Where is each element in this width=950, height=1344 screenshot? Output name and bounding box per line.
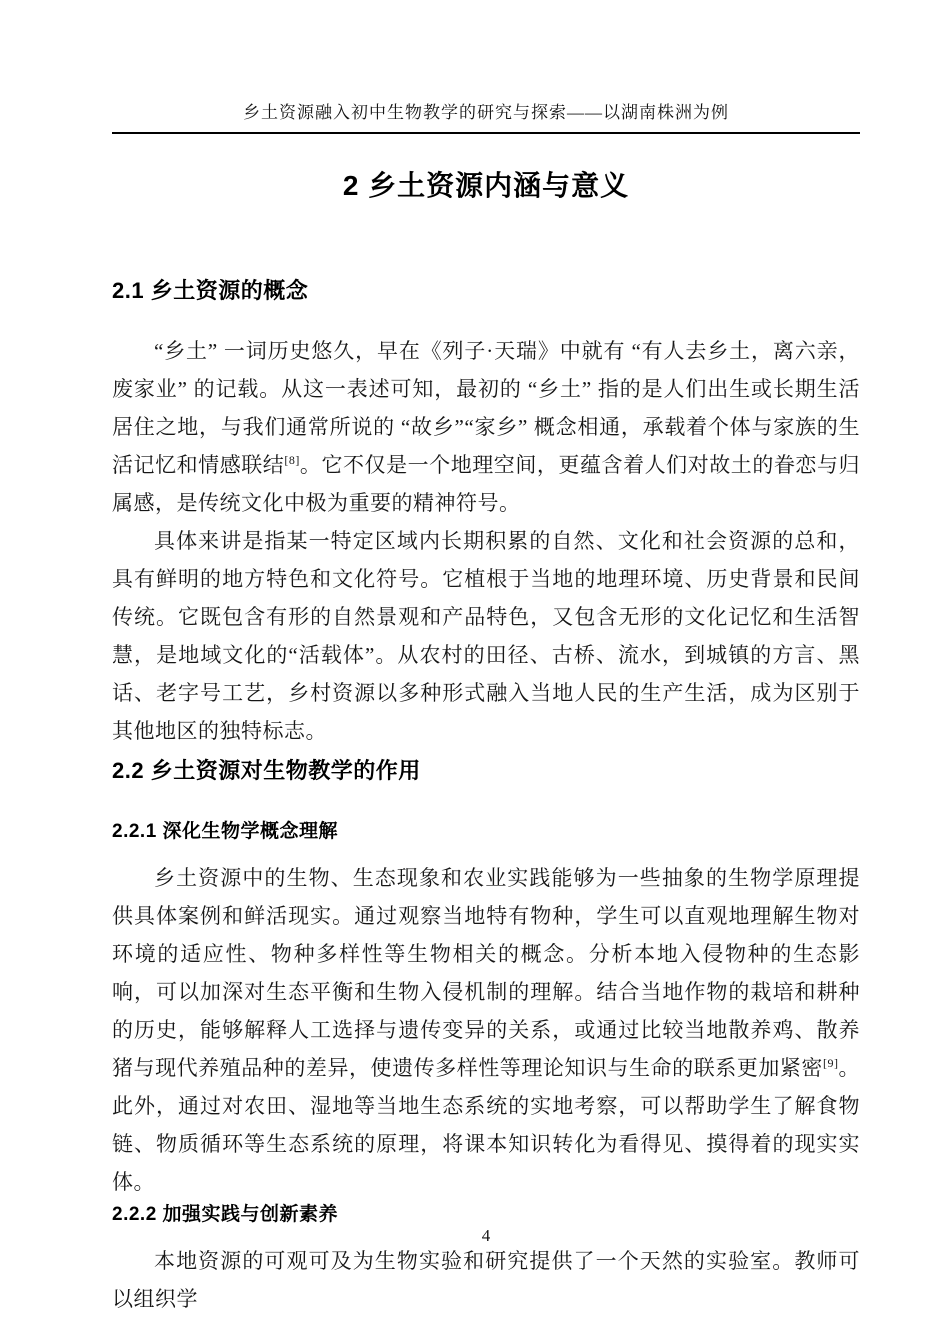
page-number: 4 (481, 1226, 491, 1245)
citation-ref: [9] (822, 1056, 839, 1070)
section-heading: 2.1 乡土资源的概念 (112, 278, 309, 303)
subsection-heading: 2.2.2 加强实践与创新素养 (112, 1204, 339, 1225)
document-body (112, 276, 860, 1318)
running-header: 乡土资源融入初中生物教学的研究与探索——以湖南株洲为例 (112, 102, 860, 134)
paragraph: 乡土资源中的生物、生态现象和农业实践能够为一些抽象的生物学原理提供具体案例和鲜活现实。通过观察当地特有物种，学生可以直观地理解生物对环境的适应性、物种多样性等生物相关的概念。分析本地入侵物种的生态影响，可以加深对生态平衡和生物入侵机制的理解。结合当地作物的栽培和耕种的历史，能够解释人工选择与遗传变异的关系，或通过比较当地散养鸡、散养猪与现代养殖品种的差异，使遗传多样性等理论知识与生命的联系更加紧密[9]。此外，通过对农田、湿地等当地生态系统的实地考察，可以帮助学生了解食物链、物质循环等生态系统的原理，将课本知识转化为看得见、摸得着的现实实体。 (112, 866, 860, 1194)
paragraph: “乡土” 一词历史悠久，早在《列子·天瑞》中就有 “有人去乡土，离六亲，废家业” 的记载。从这一表述可知，最初的 “乡土” 指的是人们出生或长期生活居住之地，与我们通常所说的 “故乡”“家乡” 概念相通，承载着个体与家族的生活记忆和情感联结[8]。它不仅是一个地理空间，更蕴含着人们对故土的眷恋与归属感，是传统文化中极为重要的精神符号。 (112, 339, 861, 515)
citation-ref: [8] (284, 453, 300, 467)
paragraph: 具体来讲是指某一特定区域内长期积累的自然、文化和社会资源的总和，具有鲜明的地方特色和文化符号。它植根于当地的地理环境、历史背景和民间传统。它既包含有形的自然景观和产品特色，又包含无形的文化记忆和生活智慧，是地域文化的“活载体”。从农村的田径、古桥、流水，到城镇的方言、黑话、老字号工艺，乡村资源以多种形式融入当地人民的生产生活，成为区别于其他地区的独特标志。 (112, 529, 860, 743)
subsection-heading: 2.2.1 深化生物学概念理解 (112, 821, 339, 842)
section-heading: 2.2 乡土资源对生物教学的作用 (112, 758, 421, 783)
chapter-title: 2 乡土资源内涵与意义 (342, 170, 630, 201)
paragraph: 本地资源的可观可及为生物实验和研究提供了一个天然的实验室。教师可以组织学 (112, 1249, 860, 1311)
